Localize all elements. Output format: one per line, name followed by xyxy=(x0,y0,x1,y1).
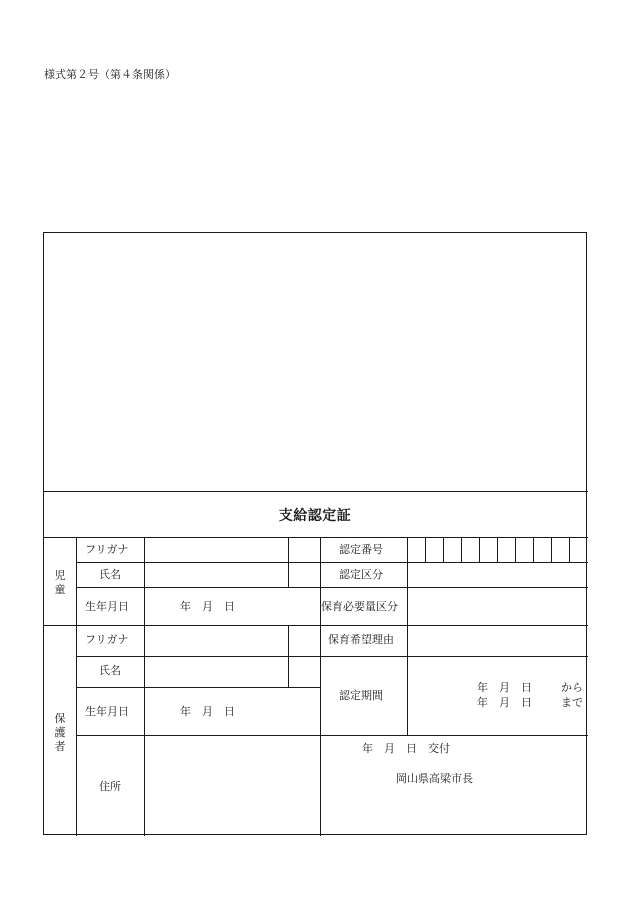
care-reason-label: 保育希望理由 xyxy=(328,633,394,646)
number-box-divider xyxy=(479,537,480,562)
child-furigana-label: フリガナ xyxy=(85,543,129,556)
divider-guardian-row2 xyxy=(76,687,321,688)
number-box-divider xyxy=(569,537,570,562)
care-need-label: 保育必要量区分 xyxy=(321,600,398,613)
divider-cert-row1 xyxy=(320,562,588,563)
guardian-furigana-label: フリガナ xyxy=(85,633,129,646)
divider-cert-value-col xyxy=(407,537,408,735)
divider-child-row2 xyxy=(76,587,588,588)
number-box-divider xyxy=(425,537,426,562)
cert-category-label: 認定区分 xyxy=(339,568,383,581)
blank-header-area xyxy=(44,233,586,491)
certificate-frame xyxy=(43,232,587,835)
child-name-label: 氏名 xyxy=(99,568,121,581)
certificate-title: 支給認定証 xyxy=(278,508,352,524)
divider-guardian-row3 xyxy=(76,735,588,736)
child-section-label: 児 童 xyxy=(54,569,66,596)
number-box-divider xyxy=(497,537,498,562)
issuer-name: 岡山県高梁市長 xyxy=(396,772,473,785)
guardian-section-label: 保 護 者 xyxy=(54,712,66,753)
number-box-divider xyxy=(515,537,516,562)
divider-section-col xyxy=(76,537,77,836)
guardian-name-label: 氏名 xyxy=(99,664,121,677)
cert-period-to: 年 月 日 xyxy=(477,696,532,709)
divider-label-col xyxy=(144,537,145,836)
number-box-divider xyxy=(533,537,534,562)
divider-child-row1 xyxy=(76,562,321,563)
cert-number-label: 認定番号 xyxy=(339,543,383,556)
guardian-address-label: 住所 xyxy=(99,780,121,793)
divider-middle-col-lower xyxy=(320,625,321,836)
cert-period-to-suffix: まで xyxy=(561,696,583,709)
form-number-label: 様式第２号（第４条関係） xyxy=(44,68,176,81)
cert-period-from-suffix: から xyxy=(561,681,583,694)
guardian-birthdate-label: 生年月日 xyxy=(85,705,129,718)
divider-title-bottom xyxy=(44,537,588,538)
divider-child-guardian xyxy=(44,625,588,626)
child-birthdate-value: 年 月 日 xyxy=(180,600,235,613)
issue-date: 年 月 日 交付 xyxy=(362,742,450,755)
divider-value-col-child xyxy=(288,537,289,587)
child-birthdate-label: 生年月日 xyxy=(85,600,129,613)
guardian-birthdate-value: 年 月 日 xyxy=(180,705,235,718)
number-box-divider xyxy=(551,537,552,562)
divider-title-top xyxy=(44,491,588,492)
divider-value-col-guardian xyxy=(288,625,289,687)
divider-guardian-row1 xyxy=(76,656,588,657)
cert-period-from: 年 月 日 xyxy=(477,681,532,694)
number-box-divider xyxy=(443,537,444,562)
cert-period-label: 認定期間 xyxy=(339,689,383,702)
number-box-divider xyxy=(461,537,462,562)
